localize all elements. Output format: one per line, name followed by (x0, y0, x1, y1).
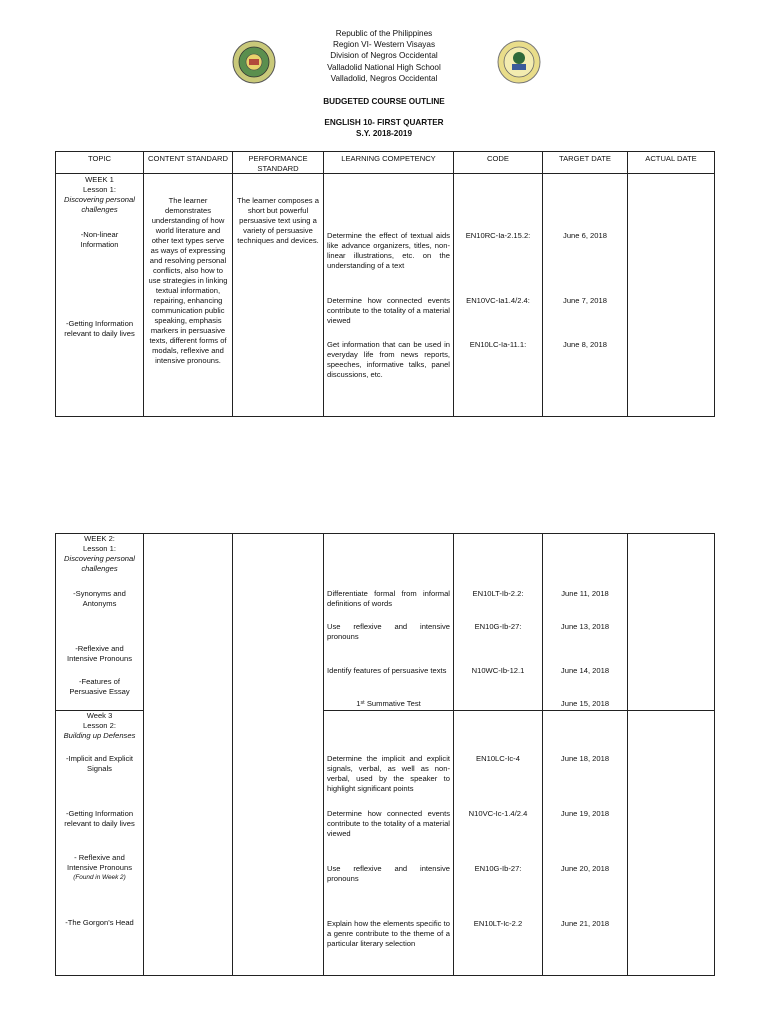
table-header-row (56, 152, 715, 174)
topic-cell (56, 174, 144, 417)
topic-item: - Reflexive and Intensive Pronouns (66, 853, 132, 872)
content-standard-cell (144, 534, 233, 976)
lesson-title: Discovering personal challenges (64, 195, 135, 214)
topic-note: (Found in Week 2) (73, 874, 126, 881)
topic-cell (56, 534, 144, 711)
target-date: June 18, 2018 (560, 754, 610, 763)
week-label: WEEK 2: (84, 534, 115, 543)
topic-item: -The Gorgon's Head (65, 918, 134, 927)
target-date-cell (543, 534, 628, 711)
week-label: WEEK 1 (85, 175, 114, 184)
subject-title: ENGLISH 10- FIRST QUARTER (324, 118, 444, 127)
content-standard-text: The learner demonstrates understanding of how world literature and other text types serve as ways of expressing and resolving personal conflicts, also how to use strategies in linking textual information, repairing, enhancing communication public speaking, emphasis markers in persuasive texts, different forms of modals, reflexive and intensive pronouns. (148, 196, 228, 365)
column-header-performance-standard: PERFORMANCE STANDARD (233, 152, 324, 174)
target-date: June 6, 2018 (563, 231, 607, 240)
competency-cell (324, 711, 454, 976)
actual-date-cell (628, 534, 715, 711)
competency-text: Determine the implicit and explicit signals, verbal, as well as non-verbal, used by the speaker to highlight significant points (327, 754, 450, 793)
division-seal-logo (232, 40, 276, 84)
column-header-topic: TOPIC (56, 152, 144, 174)
lesson-label: Lesson 2: (83, 721, 116, 730)
competency-code: N10WC-Ib-12.1 (471, 666, 525, 675)
competency-code: EN10LT-Ic-2.2 (473, 919, 523, 928)
competency-text: Use reflexive and intensive pronouns (327, 864, 450, 883)
topic-item: -Getting Information relevant to daily lives (64, 809, 135, 828)
competency-text: Determine how connected events contribute to the totality of a material viewed (327, 296, 450, 325)
week-label: Week 3 (86, 711, 113, 720)
content-standard-cell (144, 174, 233, 417)
course-outline-table-1 (55, 151, 715, 417)
competency-code: EN10G-Ib-27: (474, 864, 522, 873)
code-cell (454, 534, 543, 711)
competency-cell (324, 534, 454, 711)
competency-code: EN10LC-Ia-11.1: (469, 340, 527, 349)
topic-cell (56, 711, 144, 976)
performance-standard-text: The learner composes a short but powerful persuasive text using a variety of persuasive techniques and devices. (237, 196, 319, 245)
topic-item: -Non-linear Information (80, 230, 119, 249)
course-outline-table-2 (55, 533, 715, 976)
actual-date-cell (628, 711, 715, 976)
lesson-title: Building up Defenses (63, 731, 136, 740)
competency-text: Use reflexive and intensive pronouns (327, 622, 450, 641)
competency-code: EN10VC-Ia1.4/2.4: (466, 296, 530, 305)
letterhead-line: Division of Negros Occidental (330, 51, 438, 61)
target-date: June 19, 2018 (560, 809, 610, 818)
target-date: June 21, 2018 (560, 919, 610, 928)
letterhead-line: Republic of the Philippines (335, 29, 433, 38)
summative-date: June 15, 2018 (560, 699, 610, 708)
topic-item: -Reflexive and Intensive Pronouns (66, 644, 132, 663)
target-date: June 13, 2018 (560, 622, 610, 631)
column-header-target-date: TARGET DATE (543, 152, 628, 174)
competency-text: Get information that can be used in everyday life from news reports, speeches, informative talks, panel discussions, etc. (327, 340, 450, 379)
column-header-content-standard: CONTENT STANDARD (144, 152, 233, 174)
topic-item: -Getting Information relevant to daily lives (64, 319, 135, 338)
target-date: June 14, 2018 (560, 666, 610, 675)
competency-text: Differentiate formal from informal definitions of words (327, 589, 450, 608)
column-header-learning-competency: LEARNING COMPETENCY (324, 152, 454, 174)
performance-standard-cell (233, 534, 324, 976)
document-title: BUDGETED COURSE OUTLINE (323, 97, 445, 106)
code-cell (454, 711, 543, 976)
letterhead (0, 28, 768, 84)
letterhead-line: Region VI- Western Visayas (332, 40, 436, 50)
lesson-label: Lesson 1: (83, 544, 116, 553)
competency-code: EN10LT-Ib-2.2: (472, 589, 524, 598)
competency-code: EN10RC-Ia-2.15.2: (465, 231, 531, 240)
target-date: June 11, 2018 (561, 589, 609, 598)
column-header-actual-date: ACTUAL DATE (628, 152, 715, 174)
competency-text: Explain how the elements specific to a genre contribute to the theme of a particular literary selection (327, 919, 450, 948)
competency-code: EN10LC-Ic-4 (476, 754, 520, 763)
competency-text: Determine how connected events contribute to the totality of a material viewed (327, 809, 450, 838)
performance-standard-cell (233, 174, 324, 417)
competency-code: N10VC-Ic-1.4/2.4 (468, 809, 528, 818)
competency-cell (324, 174, 454, 417)
table-row (56, 534, 715, 711)
column-header-code: CODE (454, 152, 543, 174)
letterhead-line: Valladolid, Negros Occidental (330, 73, 438, 83)
actual-date-cell (628, 174, 715, 417)
school-year: S.Y. 2018-2019 (356, 129, 412, 138)
school-seal-logo (497, 40, 541, 84)
topic-item: -Implicit and Explicit Signals (65, 754, 134, 773)
topic-item: -Features of Persuasive Essay (69, 677, 130, 696)
summative-test-label: 1ˢᵗ Summative Test (356, 699, 421, 708)
letterhead-line: Valladolid National High School (327, 62, 441, 72)
lesson-title: Discovering personal challenges (64, 554, 135, 573)
competency-text: Determine the effect of textual aids like advance organizers, titles, non-linear illustrations, etc. on the understanding of a text (327, 231, 450, 270)
target-date-cell (543, 174, 628, 417)
topic-item: -Synonyms and Antonyms (73, 589, 126, 608)
code-cell (454, 174, 543, 417)
competency-code: EN10G-Ib-27: (474, 622, 522, 631)
target-date: June 8, 2018 (563, 340, 607, 349)
target-date: June 7, 2018 (563, 296, 607, 305)
target-date: June 20, 2018 (560, 864, 610, 873)
target-date-cell (543, 711, 628, 976)
table-row (56, 174, 715, 417)
lesson-label: Lesson 1: (83, 185, 116, 194)
competency-text: Identify features of persuasive texts (327, 666, 447, 675)
